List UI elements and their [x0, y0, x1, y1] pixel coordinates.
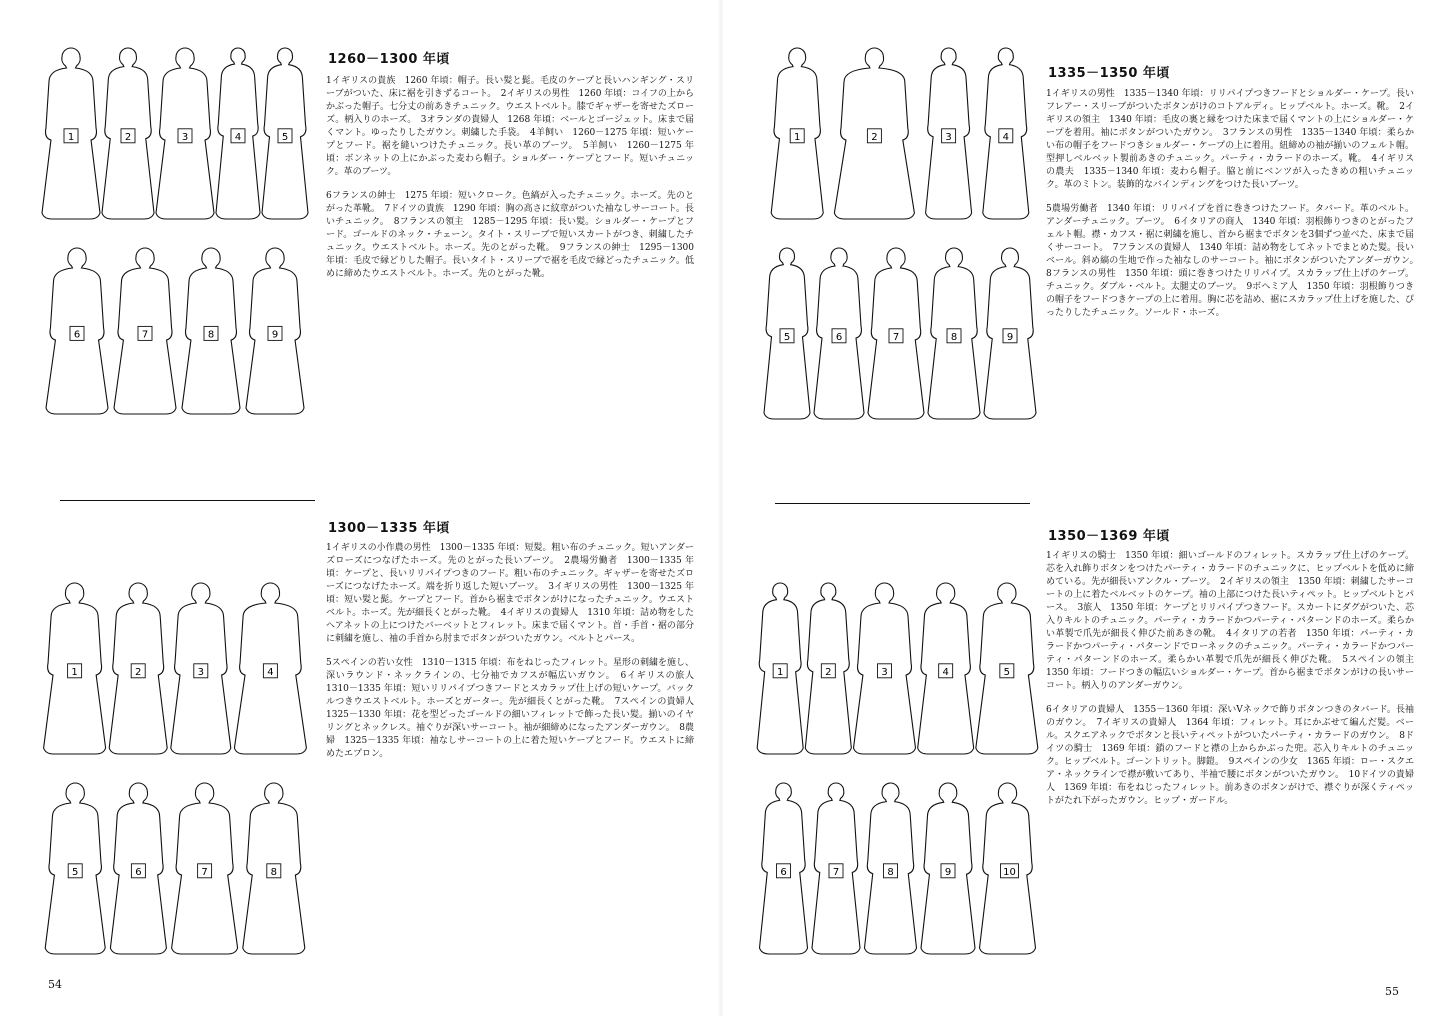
costume-figure [805, 583, 851, 754]
costume-figure [42, 48, 100, 219]
costume-figure [102, 48, 154, 219]
figure-group-1300-bottom [40, 775, 310, 960]
figure-number: 7 [832, 866, 840, 878]
page-number-right: 55 [1385, 985, 1399, 998]
costume-figure [110, 783, 166, 954]
figure-number: 5 [783, 331, 791, 343]
costume-silhouettes [755, 775, 1040, 960]
figure-number: 2 [825, 666, 832, 678]
costume-figure [976, 583, 1038, 754]
figure-group-1260-top [40, 40, 310, 225]
paragraph: 6フランスの紳士 1275 年頃：短いクローク。色縞が入ったチュニック。ホーズ。先のとがった革靴。 7ドイツの貴族 1290 年頃：胸の高さに紋章がついた袖なしサーコート。長いチュニック。 8フランスの領主 1285－1295 年頃：長い髪。ショルダー・ケープとフード。ゴールドのネック・チェーン。タイト・スリーブで短いスカートがつき、刺繍したチュニック。ウエストベルト。ホーズ。先のとがった靴。 9フランスの紳士 1295－1300 年頃：毛皮で縁どりした帽子。長いタイト・スリーブで裾を毛皮で縁どったチュニック。低めに締めたウエストベルト。ホーズ。先のとがった靴。 [326, 191, 694, 279]
figure-number: 1 [71, 666, 78, 678]
costume-figure [764, 248, 810, 419]
costume-silhouettes [40, 775, 310, 960]
figure-number: 6 [73, 329, 81, 341]
section-heading-1300: 1300－1335 年頃 [328, 521, 450, 536]
section-heading-1335: 1335－1350 年頃 [1048, 66, 1170, 81]
figure-number: 8 [950, 331, 958, 343]
costume-figure [171, 583, 231, 754]
costume-figure [812, 783, 860, 954]
figure-group-1260-bottom [40, 240, 310, 420]
costume-figure [46, 248, 108, 414]
section-divider [775, 503, 1030, 504]
figure-number: 6 [835, 331, 843, 343]
figure-number: 3 [945, 131, 952, 143]
costume-silhouettes [755, 575, 1040, 760]
figure-number: 3 [881, 666, 888, 678]
figure-number: 5 [1003, 666, 1011, 678]
figure-number: 3 [197, 666, 204, 678]
paragraph: 1イギリスの男性 1335－1340 年頃：リリパイプつきフードとショルダー・ケープ。長いフレアー・スリーブがついたボタンがけのコトアルディ。ヒップベルト。ホーズ。靴。 2イギリスの領主 1340 年頃：毛皮の裏と縁をつけた床まで届くマントの上にショルダー・ケープを着用。袖にボタンがついたガウン。 3フランスの男性 1335－1340 年頃：柔らかい布の帽子をフードつきショルダー・ケープの上に着用。紐締めの袖が揃いのフェルト帽。型押しベルベット製前あきのチュニック。パーティ・カラードのホーズ。靴。 4イギリスの農夫 1335－1340 年頃：麦わら帽子。脇と前にベンツが入ったきめの粗いチュニック。革のミトン。装飾的なバインディングをつけた長いブーツ。 [1046, 89, 1414, 190]
costume-figure [984, 248, 1036, 419]
costume-figure [926, 48, 972, 219]
figure-group-1350-top [755, 575, 1040, 760]
section-heading-1350: 1350－1369 年頃 [1048, 529, 1170, 544]
page-number-left: 54 [48, 978, 62, 991]
page-gutter [718, 0, 724, 1016]
figure-number: 5 [281, 131, 289, 143]
figure-number: 9 [944, 866, 952, 878]
costume-figure [980, 783, 1036, 954]
figure-number: 8 [207, 329, 215, 341]
figure-number: 2 [135, 666, 142, 678]
figure-group-1300-top [40, 575, 310, 760]
figure-number: 10 [1003, 866, 1016, 878]
figure-group-1350-bottom [755, 775, 1040, 960]
figure-number: 8 [270, 866, 277, 878]
costume-silhouettes [40, 240, 310, 420]
figure-number: 1 [776, 666, 784, 678]
figure-number: 4 [234, 131, 242, 143]
figure-number: 3 [181, 131, 189, 143]
figure-group-1335-top [760, 40, 1040, 225]
section-divider [60, 500, 315, 501]
costume-figure [234, 583, 306, 754]
costume-figure [156, 48, 214, 219]
paragraph: 5農場労働者 1340 年頃：リリパイプを首に巻きつけたフード。タバード。革のベルト。アンダーチュニック。ブーツ。 6イタリアの商人 1340 年頃：羽根飾りつきのとがったフェルト帽。襟・カフス・裾に刺繍を施し、首から裾までボタンを3個ずつ並べた、床まで届くサーコート。 7フランスの貴婦人 1340 年頃：詰め物をしてネットでまとめた髪。長いベール。斜め縞の生地で作った袖なしのサーコート。袖にボタンがついたアンダーガウン。 8フランスの男性 1350 年頃：頭に巻きつけたリリパイプ。スカラップ仕上げのケープ。チュニック。ダブル・ベルト。太腿丈のブーツ。 9ボヘミア人 1350 年頃：羽根飾りつきの帽子をフードつきケープの上に着用。胸に芯を詰め、裾にスカラップ仕上げを施した、ぴったりしたチュニック。ソールド・ホーズ。 [1046, 204, 1424, 318]
costume-figure [172, 783, 238, 954]
figure-number: 1 [67, 131, 75, 143]
figure-number: 7 [201, 866, 208, 878]
costume-figure [854, 583, 916, 754]
figure-number: 6 [135, 866, 142, 878]
costume-silhouettes [40, 575, 310, 760]
costume-figure [757, 583, 803, 754]
costume-figure [246, 248, 304, 414]
costume-figure [243, 783, 305, 954]
costume-figure [928, 248, 980, 419]
costume-figure [182, 248, 240, 414]
costume-figure [918, 583, 974, 754]
costume-silhouettes [40, 40, 310, 225]
costume-figure [983, 48, 1029, 219]
costume-figure [216, 48, 260, 219]
figure-number: 7 [892, 331, 900, 343]
figure-group-1335-bottom [760, 240, 1040, 425]
figure-number: 5 [72, 866, 79, 878]
paragraph: 1イギリスの貴族 1260 年頃：帽子。長い髪と髭。毛皮のケープと長いハンギング・スリーブがついた、床に裾を引きずるコート。 2イギリスの男性 1260 年頃：コイフの上からかぶった帽子。七分丈の前あきチュニック。ウエストベルト。膝でギャザーを寄せたズローズ。柄入りのホーズ。 3オランダの貴婦人 1268 年頃：ベールとゴージェット。床まで届くマント。ゆったりしたガウン。刺繍した手袋。 4羊飼い 1260－1275 年頃：短いケープとフード。裾を縫いつけたチュニック。長い革のブーツ。 5羊飼い 1260－1275 年頃：ボンネットの上にかぶった麦わら帽子。ショルダー・ケープとフード。短いチュニック。革のブーツ。 [326, 76, 694, 177]
section-body-1350 [1046, 550, 1424, 819]
costume-figure [834, 48, 914, 219]
section-heading-1260: 1260－1300 年頃 [328, 52, 450, 67]
figure-number: 4 [1002, 131, 1009, 143]
figure-number: 2 [871, 131, 878, 143]
figure-number: 4 [267, 666, 274, 678]
costume-figure [760, 783, 808, 954]
costume-figure [114, 248, 176, 414]
figure-number: 1 [794, 131, 801, 143]
costume-figure [814, 248, 864, 419]
paragraph: 1イギリスの小作農の男性 1300－1335 年頃：短髪。粗い布のチュニック。短いアンダーズローズにつなげたホーズ。先のとがった長いブーツ。 2農場労働者 1300－1335 年頃：ケープと、長いリリパイプつきのフード。粗い布のチュニック。ギャザーを寄せたズローズにつなげたホーズ。端を折り返した短いブーツ。 3イギリスの男性 1300－1325 年頃：短い髪と髭。ケープとフード。首から裾までボタンがけになったチュニック。ウエストベルト。ホーズ。先が細長くとがった靴。 4イギリスの貴婦人 1310 年頃：詰め物をしたヘアネットの上につけたバーベットとフィレット。床まで届くマント。首・手首・裾の部分に刺繍を施し、袖の手首から肘までボタンがついたガウン。ベルトとパース。 [326, 543, 694, 644]
costume-figure [865, 783, 917, 954]
section-body-1300 [326, 542, 704, 772]
figure-number: 7 [141, 329, 149, 341]
section-body-1335 [1046, 88, 1424, 331]
figure-number: 4 [942, 666, 949, 678]
paragraph: 6イタリアの貴婦人 1355－1360 年頃：深いVネックで飾りボタンつきのタバード。長袖のガウン。 7イギリスの貴婦人 1364 年頃：フィレット。耳にかぶせて編んだ髪。ベール。スクエアネックでボタンと長いティペットがついたパーティ・カラードのガウン。 8ドイツの騎士 1369 年頃：鎖のフードと襟の上からかぶった兜。芯入りキルトのチュニック。ヒップベルト。ゴーントリット。脚鎧。 9スペインの少女 1365 年頃：ロー・スクエア・ネックラインで襟が敷いてあり、半袖で腰にボタンがついたガウン。 10ドイツの貴婦人 1369 年頃：布をねじったフィレット。前あきのボタンがけで、襟ぐりが深くティペットがたれ下がったガウン。ヒップ・ガードル。 [1046, 705, 1414, 806]
costume-figure [921, 783, 975, 954]
costume-figure [45, 783, 105, 954]
figure-number: 2 [124, 131, 132, 143]
section-body-1260 [326, 75, 694, 292]
costume-figure [109, 583, 167, 754]
costume-figure [771, 48, 823, 219]
paragraph: 1イギリスの騎士 1350 年頃：細いゴールドのフィレット。スカラップ仕上げのケープ。芯を入れ飾りボタンをつけたパーティ・カラードのチュニックに、ヒップベルトを低めに締めている。先が細長いアンクル・ブーツ。 2イギリスの領主 1350 年頃：刺繍したサーコートの上に着たベルベットのケープ。袖の上部につけた長いティペット。ヒップベルトとパース。 3旅人 1350 年頃：ケープとリリパイプつきフード。スカートにダグがついた、芯入りキルトのチュニック。パーティ・カラードかつパーティ・パターンドのホーズ。柔らかい革製で爪先が細長く伸びた前あきの靴。 4イタリアの若者 1350 年頃：パーティ・カラードかつパーティ・パターンドでローネックのチュニック。パーティ・カラードかつパーティ・パターンドのホーズ。柔らかい革製で爪先が細長く伸びた靴。 5スペインの領主 1350 年頃：フードつきの幅広いショルダー・ケープ。首から裾までボタンがけの長いサーコート。柄入りのアンダーガウン。 [1046, 551, 1424, 691]
figure-number: 6 [780, 866, 787, 878]
costume-figure [868, 248, 924, 419]
figure-number: 8 [887, 866, 894, 878]
costume-figure [44, 583, 106, 754]
figure-number: 9 [1006, 331, 1014, 343]
paragraph: 5スペインの若い女性 1310－1315 年頃：布をねじったフィレット。星形の刺繍を施し、深いラウンド・ネックラインの、七分袖でカフスが幅広いガウン。 6イギリスの旅人 1310－1335 年頃：短いリリパイプつきフードとスカラップ仕上げの短いケープ。バックルつきウエストベルト。ホーズとガーター。先が細長くとがった靴。 7スペインの貴婦人 1325－1330 年頃：花を型どったゴールドの細いフィレットで飾った長い髪。揃いのイヤリングとネックレス。袖ぐりが深いサーコート。袖が細締めになったアンダーガウン。 8農婦 1325－1335 年頃：袖なしサーコートの上に着た短いケープとフード。ウエストに締めたエプロン。 [326, 658, 704, 759]
figure-number: 9 [271, 329, 279, 341]
costume-figure [262, 48, 308, 219]
costume-silhouettes [760, 40, 1040, 225]
costume-silhouettes [760, 240, 1040, 425]
